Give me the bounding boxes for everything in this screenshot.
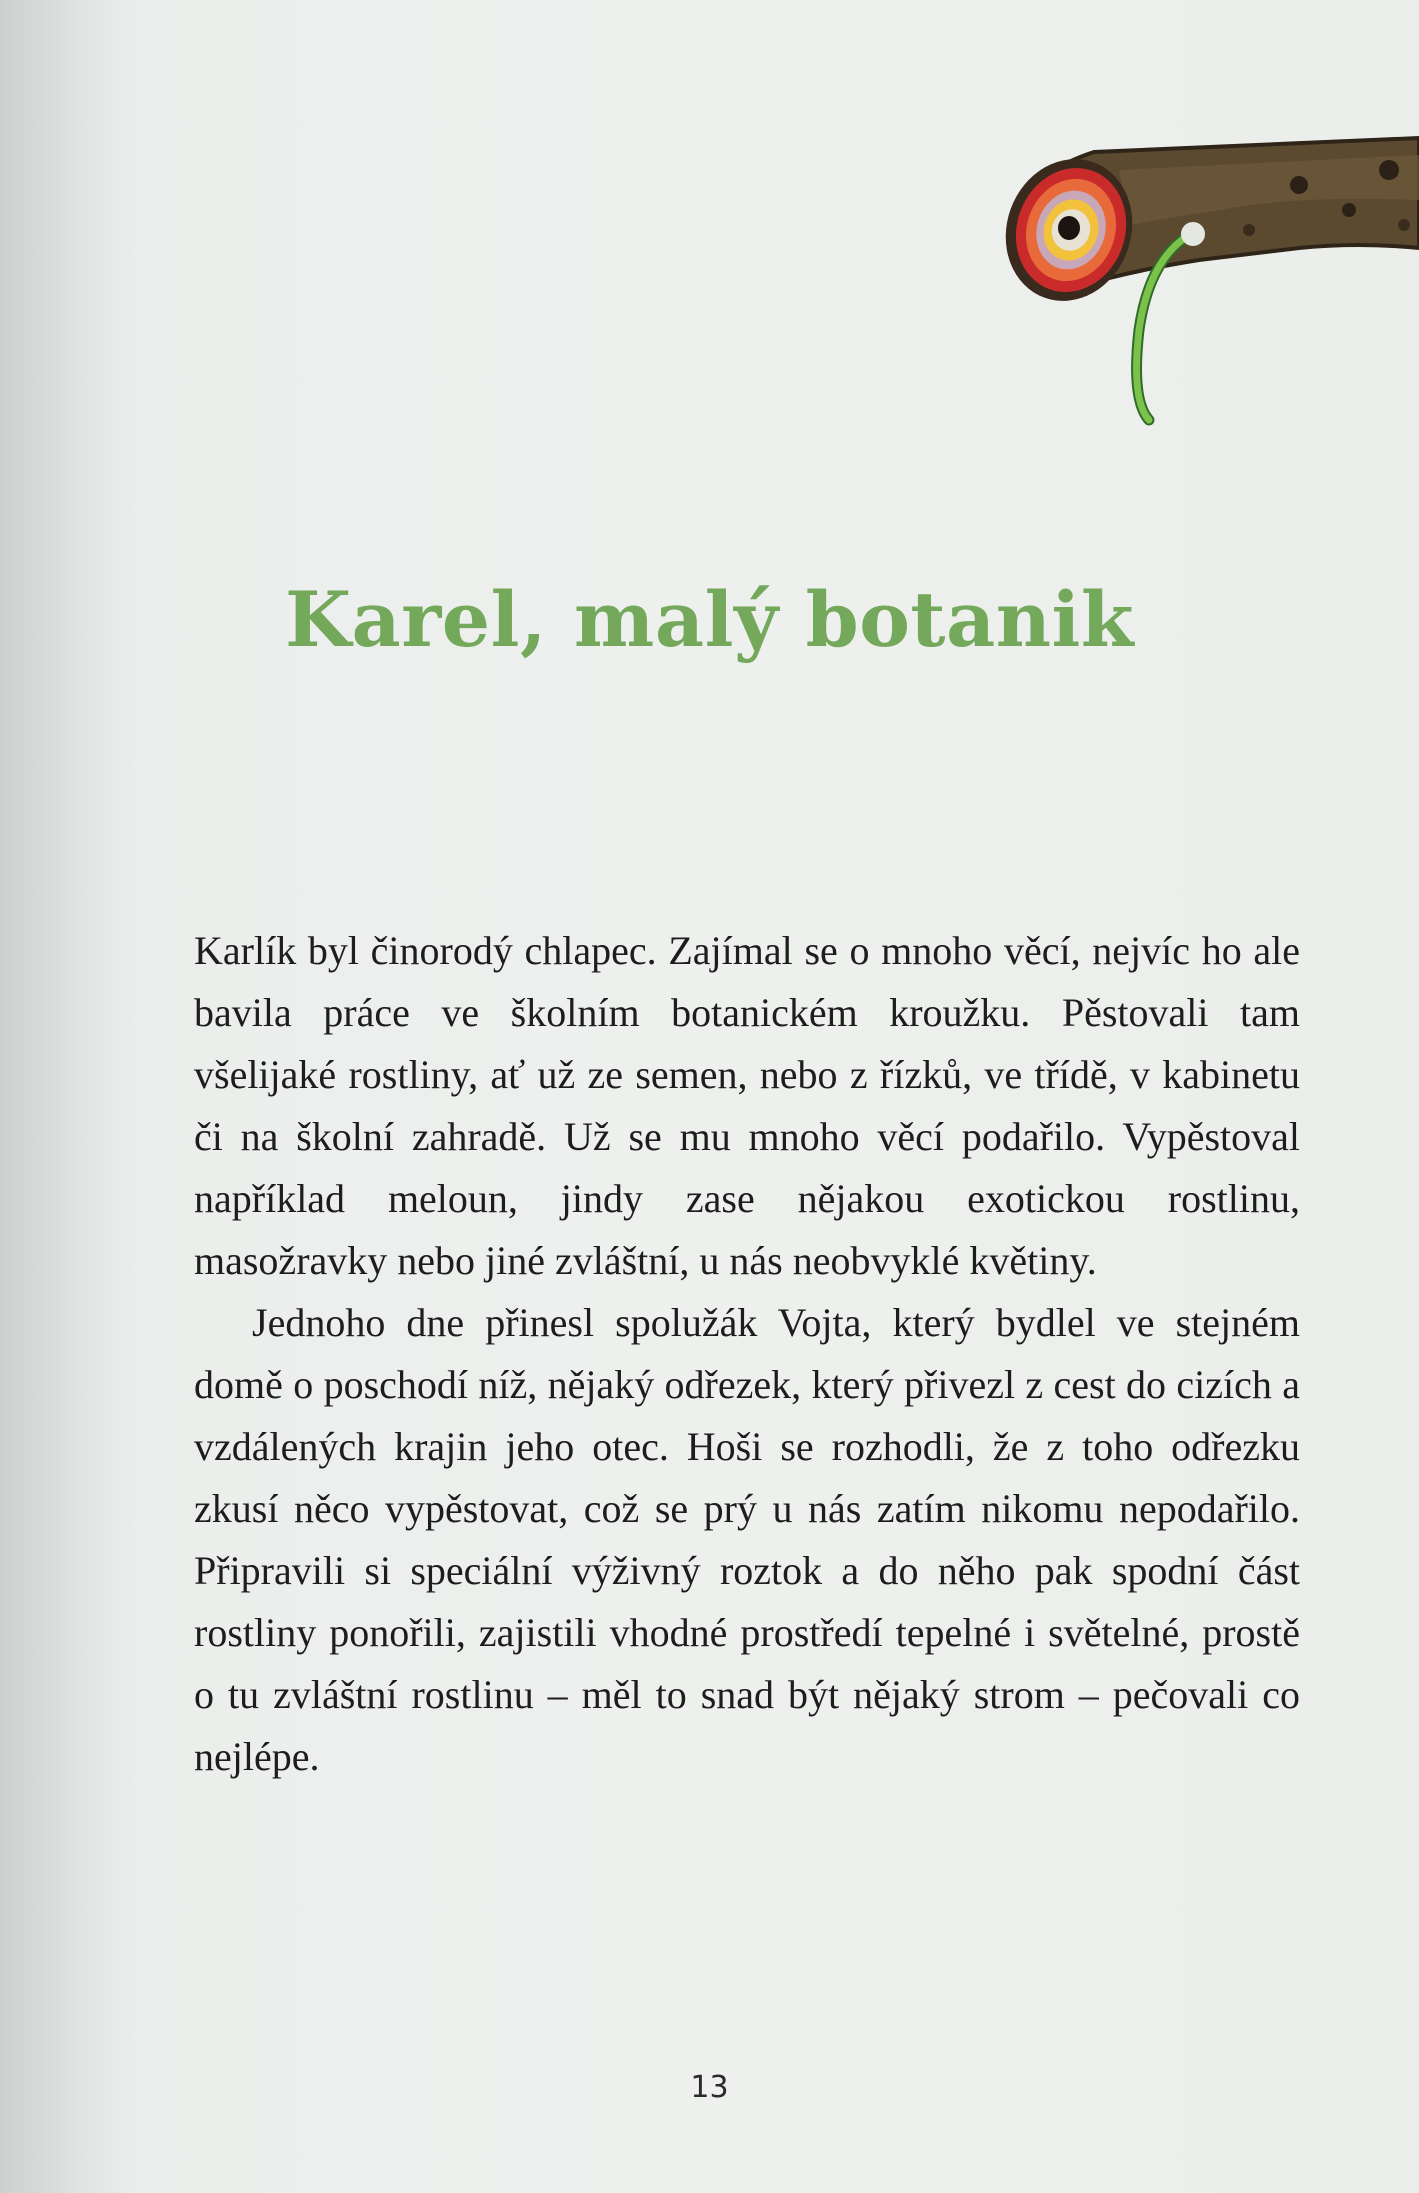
chapter-body [194,920,1300,1788]
page-number: 13 [690,2070,729,2105]
chapter-title: Karel, malý botanik [284,575,1135,664]
paragraph-1: Karlík byl činorodý chlapec. Zajímal se o mnoho věcí, nejvíc ho ale bavila práce ve školním botanickém kroužku. Pěstovali tam všelijaké rostliny, ať už ze semen, nebo z řízků, ve třídě, v kabinetu či na školní zahradě. Už se mu mnoho věcí podařilo. Vypěstoval například meloun, jindy zase nějakou exotickou rostlinu, masožravky nebo jiné zvláštní, u nás neobvyklé květiny. [194,928,1300,1283]
paragraph-2: Jednoho dne přinesl spolužák Vojta, který bydlel ve stejném domě o poschodí níž, nějaký odřezek, který přivezl z cest do cizích a vzdálených krajin jeho otec. Hoši se rozhodli, že z toho odřezku zkusí něco vypěstovat, což se prý u nás zatím nikomu nepodařilo. Připravili si speciální výživný roztok a do něho pak spodní část rostliny ponořili, zajistili vhodné prostředí tepelné i světelné, prostě o tu zvláštní rostlinu – měl to snad být nějaký strom – pečovali co nejlépe. [194,1300,1300,1779]
branch-cutting-illustration [999,130,1419,550]
